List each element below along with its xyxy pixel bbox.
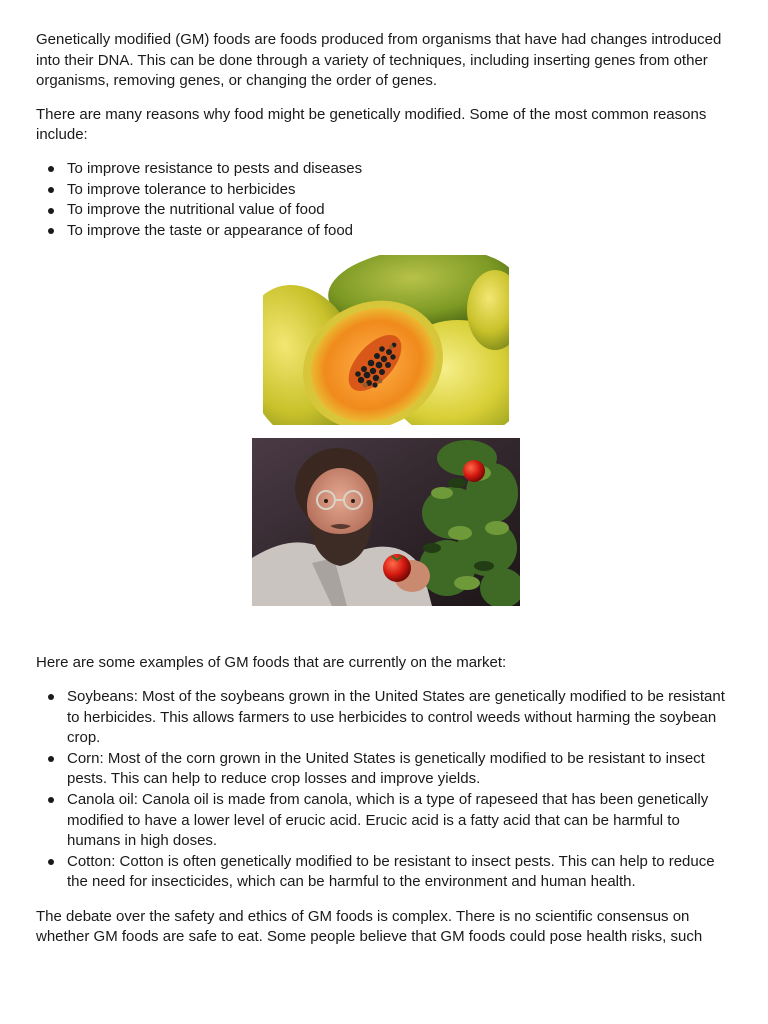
examples-list bbox=[36, 687, 736, 893]
list-item: To improve resistance to pests and diseases bbox=[67, 159, 736, 180]
document-page bbox=[36, 30, 736, 961]
list-item: Corn: Most of the corn grown in the United States is genetically modified to be resistant to insect pests. This can help to reduce crop losses and improve yields. bbox=[67, 749, 736, 790]
examples-intro: Here are some examples of GM foods that are currently on the market: bbox=[36, 654, 507, 672]
scientist-tomato-image bbox=[252, 438, 520, 606]
list-item: Soybeans: Most of the soybeans grown in the United States are genetically modified to be resistant to herbicides. This allows farmers to use herbicides to control weeds without harming the soybean crop. bbox=[67, 687, 736, 749]
closing-paragraph: The debate over the safety and ethics of GM foods is complex. There is no scientific consensus on whether GM foods are safe to eat. Some people believe that GM foods could pose health risks, such bbox=[36, 907, 703, 946]
spacer bbox=[36, 606, 736, 653]
intro-paragraph-1: Genetically modified (GM) foods are foods produced from organisms that have had changes introduced into their DNA. This can be done through a variety of techniques, including inserting genes from other organisms, removing genes, or changing the order of genes. bbox=[36, 31, 722, 90]
list-item: To improve tolerance to herbicides bbox=[67, 180, 736, 201]
list-item: To improve the taste or appearance of food bbox=[67, 221, 736, 242]
list-item: Cotton: Cotton is often genetically modified to be resistant to insect pests. This can help to reduce the need for insecticides, which can be harmful to the environment and human health. bbox=[67, 852, 736, 893]
reasons-list bbox=[36, 159, 736, 241]
intro-paragraph-2: There are many reasons why food might be genetically modified. Some of the most common reasons include: bbox=[36, 105, 707, 144]
papaya-image bbox=[263, 255, 509, 425]
list-item: To improve the nutritional value of food bbox=[67, 200, 736, 221]
list-item: Canola oil: Canola oil is made from canola, which is a type of rapeseed that has been genetically modified to have a lower level of erucic acid. Erucic acid is a fatty acid that can be harmful to humans in high doses. bbox=[67, 790, 736, 852]
